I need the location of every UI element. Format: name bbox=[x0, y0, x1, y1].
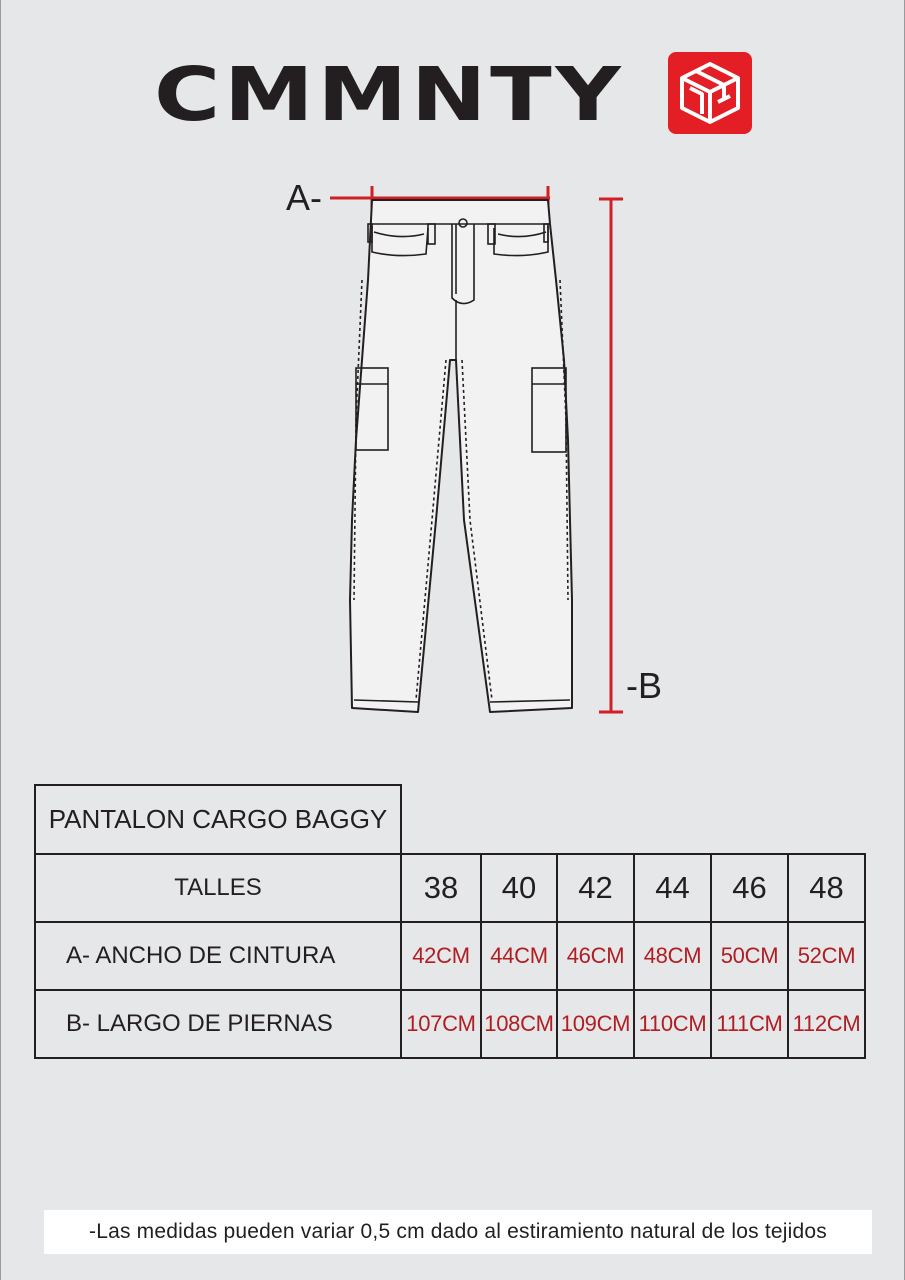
measure-label-a: A- bbox=[286, 177, 322, 218]
table-cell: 108CM bbox=[481, 990, 557, 1058]
size-header: 38 bbox=[401, 854, 481, 922]
pants-drawing bbox=[0, 160, 905, 740]
measure-label-b: -B bbox=[626, 665, 662, 706]
table-cell: 52CM bbox=[788, 922, 865, 990]
table-cell: 50CM bbox=[711, 922, 788, 990]
table-cell: 109CM bbox=[557, 990, 634, 1058]
table-cell: 46CM bbox=[557, 922, 634, 990]
row-label-length: B- LARGO DE PIERNAS bbox=[35, 990, 401, 1058]
row-label-waist: A- ANCHO DE CINTURA bbox=[35, 922, 401, 990]
measurement-note: -Las medidas pueden variar 0,5 cm dado al estiramiento natural de los tejidos bbox=[44, 1210, 872, 1254]
table-cell: 110CM bbox=[634, 990, 711, 1058]
pants-outline bbox=[350, 200, 572, 712]
table-cell: 44CM bbox=[481, 922, 557, 990]
size-header: 46 bbox=[711, 854, 788, 922]
table-cell: 112CM bbox=[788, 990, 865, 1058]
size-header: 42 bbox=[557, 854, 634, 922]
size-header: 40 bbox=[481, 854, 557, 922]
table-cell: 111CM bbox=[711, 990, 788, 1058]
table-row bbox=[35, 922, 865, 990]
table-title: PANTALON CARGO BAGGY bbox=[35, 785, 401, 854]
table-row bbox=[35, 990, 865, 1058]
size-table bbox=[34, 784, 866, 1059]
pants-diagram bbox=[0, 160, 905, 740]
size-header-row bbox=[35, 854, 865, 922]
length-measure-line bbox=[599, 198, 623, 712]
sizes-header-label: TALLES bbox=[35, 854, 401, 922]
table-cell: 107CM bbox=[401, 990, 481, 1058]
size-header: 44 bbox=[634, 854, 711, 922]
table-cell: 48CM bbox=[634, 922, 711, 990]
brand-name: CMMNTY bbox=[154, 52, 625, 138]
cube-icon bbox=[668, 52, 752, 134]
table-cell: 42CM bbox=[401, 922, 481, 990]
brand-header bbox=[154, 52, 754, 136]
size-header: 48 bbox=[788, 854, 865, 922]
table-title-spacer bbox=[401, 785, 865, 854]
